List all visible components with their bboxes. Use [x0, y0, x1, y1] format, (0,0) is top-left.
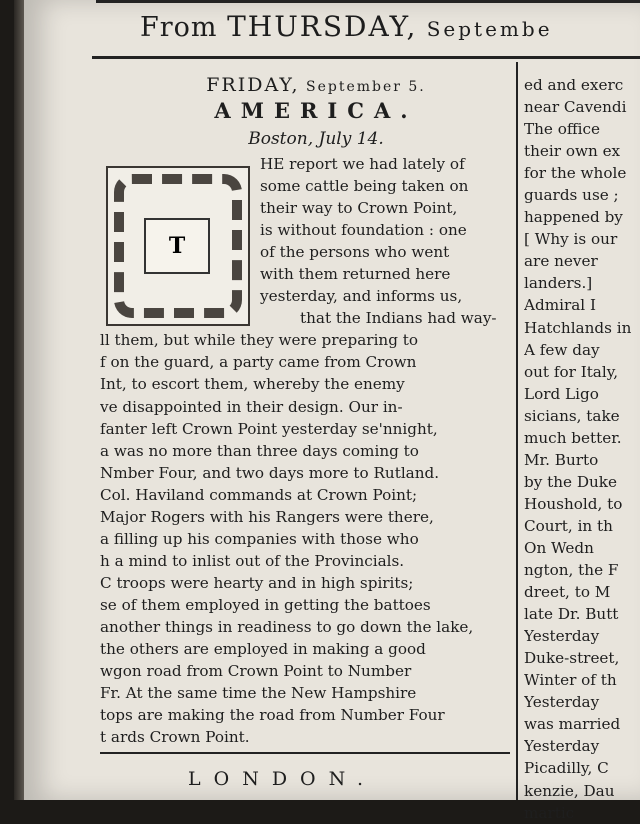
section-heading: AMERICA. [214, 98, 418, 123]
article-line: se of them employed in getting the battoes [100, 595, 431, 614]
masthead-month: Septembe [417, 17, 553, 41]
article-line: with them returned here [260, 265, 451, 284]
article-line: the others are employed in making a good [100, 640, 426, 659]
right-column-line: Winter of th [524, 671, 617, 690]
article-line: another things in readiness to go down the lake, [100, 617, 474, 636]
right-column-line: Admiral I [524, 296, 596, 315]
masthead-day: THURSDAY, [227, 10, 418, 43]
right-column-line: kenzie, Dau [524, 781, 615, 800]
top-rule [96, 0, 640, 3]
article-line: a filling up his companies with those who [100, 529, 419, 548]
section-rule [100, 752, 510, 754]
article-line: that the Indians had way- [300, 309, 497, 328]
article-line: a was no more than three days coming to [100, 441, 419, 460]
article-line: Major Rogers with his Rangers were there, [100, 507, 434, 526]
right-column-line: Mr. Burto [524, 450, 599, 469]
right-column-line: guards use ; [524, 186, 619, 205]
article-line: their way to Crown Point, [260, 199, 458, 218]
article-line: Fr. At the same time the New Hampshire [100, 684, 417, 703]
article-line: fanter left Crown Point yesterday se'nnight, [100, 419, 438, 438]
article-line: ll them, but while they were preparing to [100, 331, 419, 350]
right-column-line: On Wedn [524, 538, 594, 557]
right-column-line: Yesterday [524, 627, 600, 646]
date-month: September 5. [299, 79, 426, 95]
right-column-line: martic [524, 803, 575, 822]
right-column-line: dreet, to M [524, 583, 611, 602]
masthead-from: From [140, 12, 228, 43]
article-line: yesterday, and informs us, [260, 287, 463, 306]
article-line: Int, to escort them, whereby the enemy [100, 375, 405, 394]
date-day: FRIDAY, [206, 74, 300, 96]
article-line: h a mind to inlist out of the Provincials. [100, 551, 405, 570]
right-column-line: sicians, take [524, 406, 620, 425]
article-line: wgon road from Crown Point to Number [100, 662, 412, 681]
right-column-line: Court, in th [524, 516, 613, 535]
article-line: tops are making the road from Number Four [100, 706, 445, 725]
right-column-line: Houshold, to [524, 494, 623, 513]
article-place: Boston, July 14. [248, 129, 384, 149]
drop-cap-ornament [106, 166, 250, 326]
article-line: f on the guard, a party came from Crown [100, 353, 417, 372]
right-column-line: The office [524, 120, 601, 139]
right-column-line: was married [524, 715, 621, 734]
right-column-line: A few day [524, 340, 600, 359]
right-column-line: for the whole [524, 164, 627, 183]
right-column-line: by the Duke [524, 472, 617, 491]
article-line: ve disappointed in their design. Our in- [100, 397, 403, 416]
right-column [524, 74, 640, 824]
right-column-line: Yesterday [524, 693, 600, 712]
article-line: Nmber Four, and two days more to Rutland. [100, 463, 440, 482]
article-line: is without foundation : one [260, 221, 467, 240]
right-column-line: Picadilly, C [524, 759, 609, 778]
right-column-line: Hatchlands in [524, 318, 632, 337]
masthead-rule [92, 56, 640, 59]
article-date [120, 74, 512, 96]
right-column-line: Duke-street, [524, 649, 620, 668]
right-column-line: much better. [524, 428, 622, 447]
drop-cap-letter: T [144, 218, 210, 274]
right-column-line: are never [524, 252, 598, 271]
right-column-line: out for Italy, [524, 362, 619, 381]
right-column-line: their own ex [524, 142, 621, 161]
right-column-line: landers.] [524, 274, 593, 293]
right-column-line: Lord Ligo [524, 384, 599, 403]
right-column-line: near Cavendi [524, 98, 627, 117]
article-line: HE report we had lately of [260, 155, 465, 173]
article-line: of the persons who went [260, 243, 450, 262]
article-line: some cattle being taken on [260, 177, 469, 196]
article-line: Col. Haviland commands at Crown Point; [100, 485, 418, 504]
right-column-line: ngton, the F [524, 561, 619, 580]
right-column-line: [ Why is our [524, 230, 618, 249]
column-divider [516, 62, 518, 800]
masthead [140, 10, 553, 43]
article-line: C troops were hearty and in high spirits; [100, 573, 414, 592]
article-line: t ards Crown Point. [100, 728, 250, 747]
right-column-line: ed and exerc [524, 76, 624, 94]
london-heading: LONDON. [188, 768, 377, 790]
right-column-line: late Dr. Butt [524, 605, 619, 624]
right-column-line: happened by [524, 208, 623, 227]
right-column-line: Yesterday [524, 737, 600, 756]
